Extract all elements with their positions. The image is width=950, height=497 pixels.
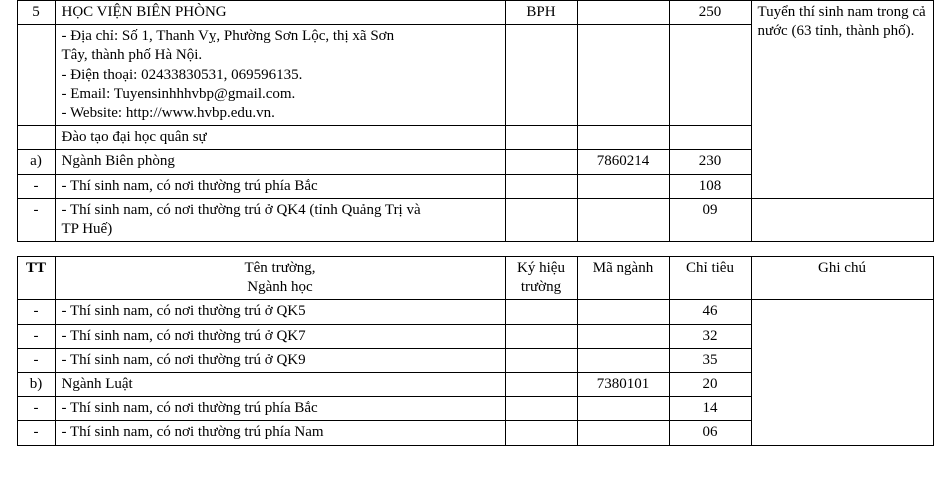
cell-symbol (505, 300, 577, 324)
header-symbol (505, 257, 577, 300)
cell-code (577, 324, 669, 348)
header-code: Mã ngành (577, 257, 669, 300)
cell-tt (17, 25, 55, 126)
cell-symbol (505, 126, 577, 150)
header-note: Ghi chú (751, 257, 933, 300)
cell-quota: 35 (669, 348, 751, 372)
cell-name (55, 198, 505, 241)
website-line: - Website: http://www.hvbp.edu.vn. (61, 104, 275, 121)
cell-name: HỌC VIỆN BIÊN PHÒNG (55, 1, 505, 25)
cell-code: 7380101 (577, 373, 669, 397)
phone-line: - Điện thoại: 02433830531, 069596135. (61, 66, 303, 83)
cell-name: - Thí sinh nam, có nơi thường trú ở QK7 (55, 324, 505, 348)
header-symbol-line2: trường (520, 279, 562, 296)
cell-tt: b) (17, 373, 55, 397)
cell-name: - Thí sinh nam, có nơi thường trú phía Nam (55, 421, 505, 445)
table-row (17, 198, 933, 241)
cell-quota: 09 (669, 198, 751, 241)
cell-tt: a) (17, 150, 55, 174)
cell-quota: 46 (669, 300, 751, 324)
cell-code (577, 198, 669, 241)
cell-tt: - (17, 421, 55, 445)
cell-symbol (505, 324, 577, 348)
email-line: - Email: Tuyensinhhhvbp@gmail.com. (61, 85, 296, 102)
cell-name: - Thí sinh nam, có nơi thường trú phía Bắc (55, 397, 505, 421)
table-row (17, 1, 933, 25)
cell-quota: 230 (669, 150, 751, 174)
cell-name: - Thí sinh nam, có nơi thường trú ở QK5 (55, 300, 505, 324)
cell-tt: - (17, 198, 55, 241)
cell-code: 7860214 (577, 150, 669, 174)
cell-symbol (505, 25, 577, 126)
header-name (55, 257, 505, 300)
cell-quota: 108 (669, 174, 751, 198)
admissions-table-bottom (17, 256, 934, 446)
cell-quota (669, 126, 751, 150)
header-symbol-line1: Ký hiệu (517, 260, 565, 277)
admissions-table-top (17, 0, 934, 242)
cell-symbol: BPH (505, 1, 577, 25)
header-tt: TT (17, 257, 55, 300)
cell-quota: 250 (669, 1, 751, 25)
cell-symbol (505, 397, 577, 421)
row-line: - Thí sinh nam, có nơi thường trú ở QK4 (tỉnh Quảng Trị và (61, 201, 421, 218)
address-line: - Địa chỉ: Số 1, Thanh Vỵ, Phường Sơn Lộc, thị xã Sơn (61, 28, 395, 45)
contact-lines (62, 27, 499, 123)
cell-code (577, 421, 669, 445)
cell-tt: - (17, 348, 55, 372)
cell-symbol (505, 198, 577, 241)
cell-code (577, 348, 669, 372)
table-gap (0, 242, 950, 256)
cell-note (751, 198, 933, 241)
cell-symbol (505, 348, 577, 372)
cell-code (577, 25, 669, 126)
cell-name (55, 25, 505, 126)
cell-tt: 5 (17, 1, 55, 25)
cell-quota: 20 (669, 373, 751, 397)
cell-quota: 14 (669, 397, 751, 421)
note-line: Tuyển thí sinh nam trong cả (757, 4, 926, 20)
cell-tt: - (17, 397, 55, 421)
note-line: nước (63 tỉnh, thành phố). (757, 23, 915, 40)
header-name-line1: Tên trường, (244, 260, 316, 277)
cell-name: Đào tạo đại học quân sự (55, 126, 505, 150)
cell-name: - Thí sinh nam, có nơi thường trú phía Bắc (55, 174, 505, 198)
cell-note (751, 1, 933, 199)
row-line: TP Huế) (61, 220, 113, 237)
cell-tt (17, 126, 55, 150)
table-row (17, 300, 933, 324)
cell-quota: 32 (669, 324, 751, 348)
cell-quota (669, 25, 751, 126)
cell-tt: - (17, 300, 55, 324)
cell-code (577, 397, 669, 421)
header-quota: Chỉ tiêu (669, 257, 751, 300)
cell-name: Ngành Biên phòng (55, 150, 505, 174)
cell-name: - Thí sinh nam, có nơi thường trú ở QK9 (55, 348, 505, 372)
cell-code (577, 300, 669, 324)
cell-symbol (505, 421, 577, 445)
header-name-line2: Ngành học (247, 279, 313, 296)
cell-quota: 06 (669, 421, 751, 445)
cell-code (577, 126, 669, 150)
table-header-row (17, 257, 933, 300)
address-line: Tây, thành phố Hà Nội. (61, 47, 203, 64)
cell-symbol (505, 174, 577, 198)
cell-code (577, 1, 669, 25)
cell-symbol (505, 373, 577, 397)
cell-note (751, 300, 933, 445)
cell-name: Ngành Luật (55, 373, 505, 397)
cell-tt: - (17, 324, 55, 348)
cell-code (577, 174, 669, 198)
row-text (62, 201, 499, 239)
cell-tt: - (17, 174, 55, 198)
note-text (758, 3, 927, 41)
cell-symbol (505, 150, 577, 174)
